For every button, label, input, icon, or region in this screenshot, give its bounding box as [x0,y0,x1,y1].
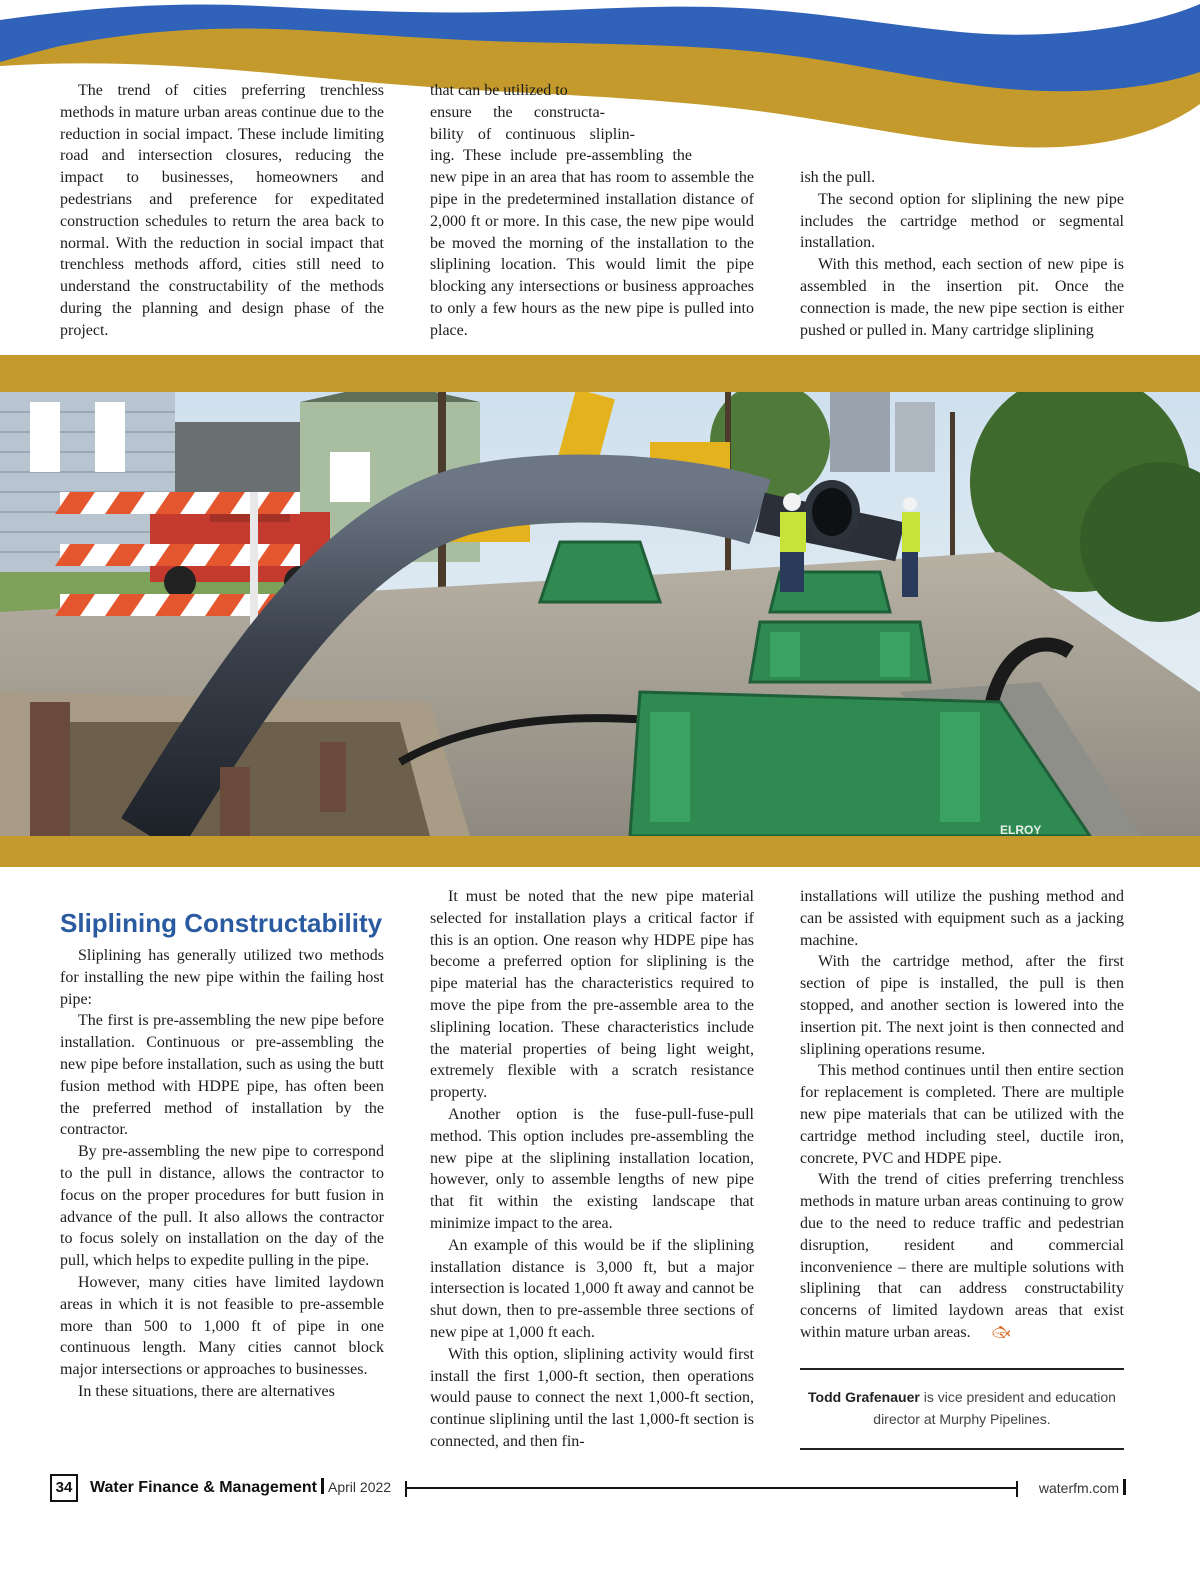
article-column-bottom-1 [60,908,384,1403]
separator [321,1478,324,1494]
paragraph-text: With the trend of cities preferring trenchless methods in mature urban areas continuing to grow due to the need to reduce traffic and pedestrian disruption, resident and commercial inconvenience – there are multiple solutions with sliplining that can address constructability concerns of limited laydown areas that exist within mature urban areas. [800,1171,1124,1341]
paragraph: With the cartridge method, after the first section of pipe is installed, the pull is then stopped, and another section is lowered into the insertion pit. The next joint is then connected and sliplining operations resume. [800,953,1124,1058]
website-text: waterfm.com [1038,1480,1119,1496]
author-description: is vice president and education director at Murphy Pipelines. [873,1389,1116,1427]
article-column-top-2 [430,80,754,342]
paragraph-line: ing. These include pre-assembling the [430,147,692,165]
paragraph: With this method, each section of new pipe is assembled in the insertion pit. Once the connection is made, the new pipe section is either pushed or pulled in. Many cartridge sliplining [800,256,1124,339]
author-bio [800,1368,1124,1450]
paragraph-line: that can be utilized to [430,82,568,99]
gold-band-top [0,355,1200,392]
paragraph: Another option is the fuse-pull-fuse-pull method. This option includes pre-assembling the new pipe at the sliplining installation location, however, only to assemble lengths of new pipe that fit within the existing landscape that minimize impact to the area. [430,1105,754,1232]
pipeline-construction-photo [0,392,1200,836]
paragraph-line: ensure the constructa- [430,103,605,121]
paragraph: installations will utilize the pushing method and can be assisted with equipment such as a jacking machine. [800,888,1124,949]
footer-rule [405,1487,1018,1489]
paragraph: ish the pull. [800,169,876,186]
article-column-top-3 [800,167,1124,341]
paragraph-rest: new pipe in an area that has room to assemble the pipe in the predetermined installation distance of 2,000 ft or more. In this case, the new pipe would be moved the morning of the installation to the sliplining location. This would limit the pipe blocking any intersections or business approaches to only a few hours as the new pipe is pulled into place. [430,169,754,339]
article-column-bottom-3 [800,886,1124,1345]
equipment-stamp: ELROY [1000,823,1042,836]
magazine-title: Water Finance & Management [90,1479,318,1496]
fish-end-mark-icon: 🐟︎ [991,1324,1011,1341]
paragraph: However, many cities have limited laydown areas in which it is not feasible to pre-assemble more than 500 to 1,000 ft of pipe in one continuous length. Many cities cannot block major intersections or approaches to businesses. [60,1273,384,1379]
article-column-top-1 [60,80,384,342]
paragraph-line: bility of continuous sliplin- [430,125,635,143]
article-column-bottom-2 [430,886,754,1453]
paragraph: The first is pre-assembling the new pipe before installation. Continuous or pre-assembling the new pipe before installation, such as using the butt fusion method with HDPE pipe, has often been the preferred method of installation by the contractor. [60,1012,384,1139]
magazine-info [90,1478,391,1497]
author-name: Todd Grafenauer [808,1389,920,1405]
paragraph: Sliplining has generally utilized two methods for installing the new pipe within the failing host pipe: [60,947,384,1008]
paragraph: It must be noted that the new pipe material selected for installation plays a critical factor if this is an option. One reason why HDPE pipe has become a preferred option for sliplining is the pipe material has the characteristics required to move the pipe from the pre-assemble area to the sliplining location. These characteristics include the material properties of being light weight, extremely flexible with a scratch resistance property. [430,888,754,1102]
separator [1123,1479,1126,1495]
paragraph: The trend of cities preferring trenchless methods in mature urban areas continue due to the reduction in social impact. These include limiting road and intersection closures, reducing the impact to businesses, homeowners and pedestrians and preference for expeditated construction schedules to return the area back to normal. With the reduction in social impact that trenchless methods afford, cities still need to understand the constructability of the methods during the planning and design phase of the project. [60,82,384,339]
paragraph: An example of this would be if the sliplining installation distance is 3,000 ft, but a major intersection is located 1,000 ft away and cannot be shut down, then to pre-assemble three sections of new pipe at 1,000 ft each. [430,1236,754,1341]
page-footer [50,1472,1130,1502]
paragraph: By pre-assembling the new pipe to correspond to the pull in distance, allows the contractor to focus on the proper procedures for butt fusion in advance of the pull. It also allows the contractor to focus solely on installation on the day of the pull, which helps to expedite pulling in the pipe. [60,1143,384,1270]
paragraph: In these situations, there are alternatives [78,1382,335,1400]
website-link[interactable] [1039,1479,1130,1496]
section-heading: Sliplining Constructability [60,908,383,938]
paragraph: The second option for sliplining the new pipe includes the cartridge method or segmental installation. [800,190,1124,252]
paragraph: This method continues until then entire section for replacement is completed. There are multiple new pipe materials that can be utilized with the cartridge method including steel, ductile iron, concrete, PVC and HDPE pipe. [800,1062,1124,1167]
paragraph: With this option, sliplining activity would first install the first 1,000-ft section, then operations would pause to connect the next 1,000-ft section, continue sliplining until the last 1,000-ft section is connected, and then fin- [430,1345,754,1450]
page-number: 34 [50,1474,78,1502]
issue-date: April 2022 [328,1479,392,1495]
gold-band-bottom [0,836,1200,867]
paragraph [800,1169,1124,1344]
